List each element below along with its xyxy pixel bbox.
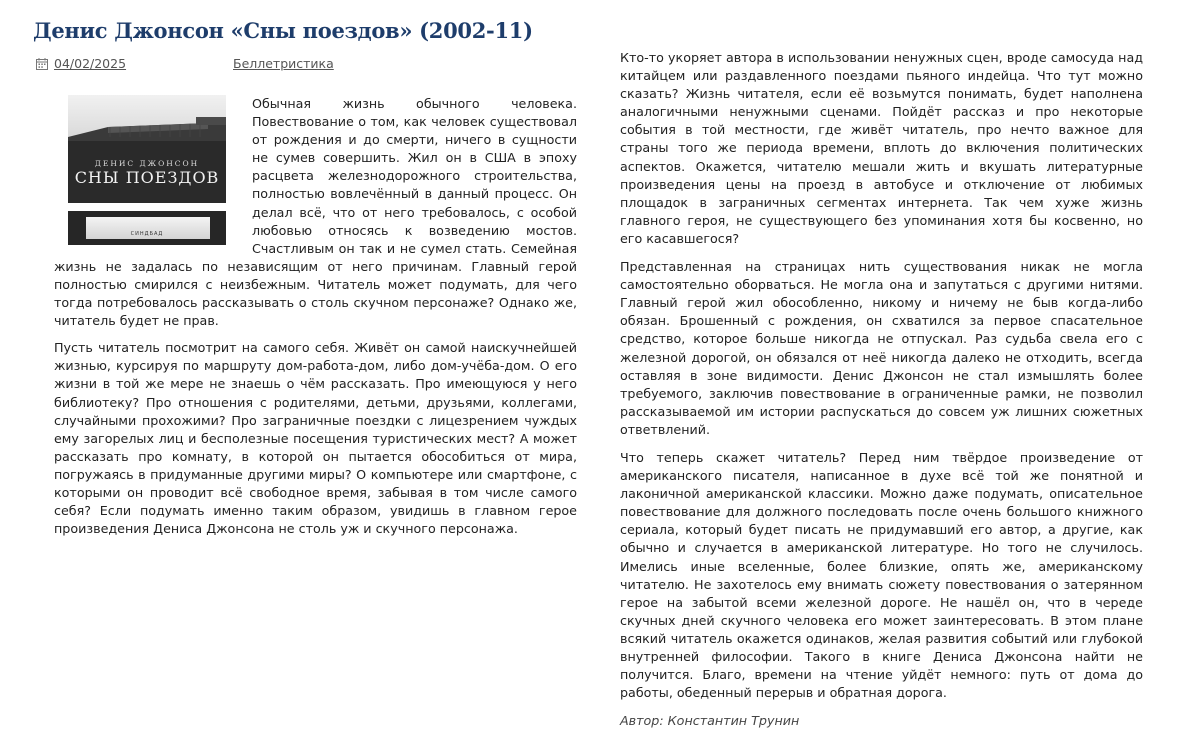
bridge-illustration xyxy=(68,103,226,141)
article-body-left xyxy=(54,95,577,547)
paragraph-5: Что теперь скажет читатель? Перед ним твёрдое произведение от американского писателя, написанное в духе всё той же понятной и лаконичной американской классики. Можно даже подумать, описательное повествование для должного последовать после очень большого книжного сериала, который будет писать не придумавший его автор, а другие, как обычно и случается в американской литературе. Но того не случилось. Имелись иные вселенные, более близкие, опять же, американскому читателю. Не захотелось ему внимать сюжету повествования о затерянном герое на забытой всеми железной дороге. Не нашёл он, что в череде скучных дней скучного человека его может заинтересовать. В этом плане всякий читатель окажется одинаков, желая развития событий или глубокой внутренней философии. Такого в книге Дениса Джонсона найти не получится. Благо, времени на чтение уйдёт немного: путь от дома до работы, обеденный перерыв и обратная дорога. xyxy=(620,449,1143,701)
post-date xyxy=(36,56,126,71)
paragraph-1: Обычная жизнь обычного человека. Повествование о том, как человек существовал от рождения и до смерти, ничего в сущности не сумев совершить. Жил он в США в эпоху расцвета железнодорожного строительства, полностью вовлечённый в данный процесс. Он делал всё, что от него требовалось, с особой любовью относясь к возведению мостов. Счастливым он так и не сумел стать. Семейная жизнь не задалась по независящим от него причинам. Главный герой полностью смирился с неизбежным. Читатель может подумать, для чего тогда потребовалось рассказывать о столь скучном персонаже? Однако же, читатель будет не прав. xyxy=(54,96,577,329)
article-body-right xyxy=(620,49,1143,740)
author-credit: Автор: Константин Трунин xyxy=(620,713,800,729)
cover-publisher: СИНДБАД xyxy=(130,231,164,237)
book-cover-image-2 xyxy=(68,211,226,245)
cover-title: СНЫ ПОЕЗДОВ xyxy=(74,168,220,187)
paragraph-4: Представленная на страницах нить существования никак не могла самостоятельно оборваться. Не могла она и запутаться с другими нитями. Главный герой жил обособленно, никому и ничему не быв когда-либо обязан. Брошенный с рождения, он схватился за первое спасательное средство, которое больше никогда не отпускал. Раз судьба свела его с железной дорогой, он обязался от неё никогда далеко не отходить, всегда оставляя в зоне видимости. Денис Джонсон не стал измышлять более требуемого, заключив повествование в ограниченные рамки, не позволил рассказываемой им истории распускаться до совсем уж лишних сюжетных ответвлений. xyxy=(620,259,1143,437)
paragraph-3: Кто-то укоряет автора в использовании ненужных сцен, вроде самосуда над китайцем или раздавленного поездами пьяного индейца. Что тут можно сказать? Жизнь читателя, если её возьмутся понимать, будет наполнена аналогичными ненужными сценами. Пойдёт рассказ и про некоторые события в той местности, где живёт читатель, про нечто важное для страны того же периода времени, вплоть до включения политических аспектов. Окажется, читателю мешали жить и вкушать литературные произведения цены на проезд в автобусе и отключение от любимых площадок в заграничных сегментах интернета. Так чем хуже жизнь главного героя, не существующего без упоминания хотя бы косвенно, но его касавшегося? xyxy=(620,50,1143,246)
calendar-icon xyxy=(36,58,48,70)
category-link[interactable]: Беллетристика xyxy=(233,56,334,71)
book-cover-image xyxy=(68,95,226,203)
article-title: Денис Джонсон «Сны поездов» (2002-11) xyxy=(33,18,533,43)
paragraph-2: Пусть читатель посмотрит на самого себя. Живёт он самой наискучнейшей жизнью, курсируя по маршруту дом-работа-дом, либо дом-учёба-дом. О его жизни в той же мере не знаешь о чём рассказать. Про имеющуюся у него библиотеку? Про отношения с родителями, детьми, друзьями, коллегами, случайными прохожими? Про заграничные поездки с лицезрением чуждых ему загорелых лиц и бесполезные посещения туристических мест? А может рассказать про комнату, в которой он пытается обособиться от мира, погружаясь в придуманные другими миры? О компьютере или смартфоне, с которыми он проводит всё свободное время, забывая в том числе самого себя? Если подумать именно таким образом, увидишь в главном герое произведения Дениса Джонсона не столь уж и скучного персонажа. xyxy=(54,340,577,537)
cover-author: ДЕНИС ДЖОНСОН xyxy=(94,159,200,168)
date-link[interactable]: 04/02/2025 xyxy=(54,56,127,71)
